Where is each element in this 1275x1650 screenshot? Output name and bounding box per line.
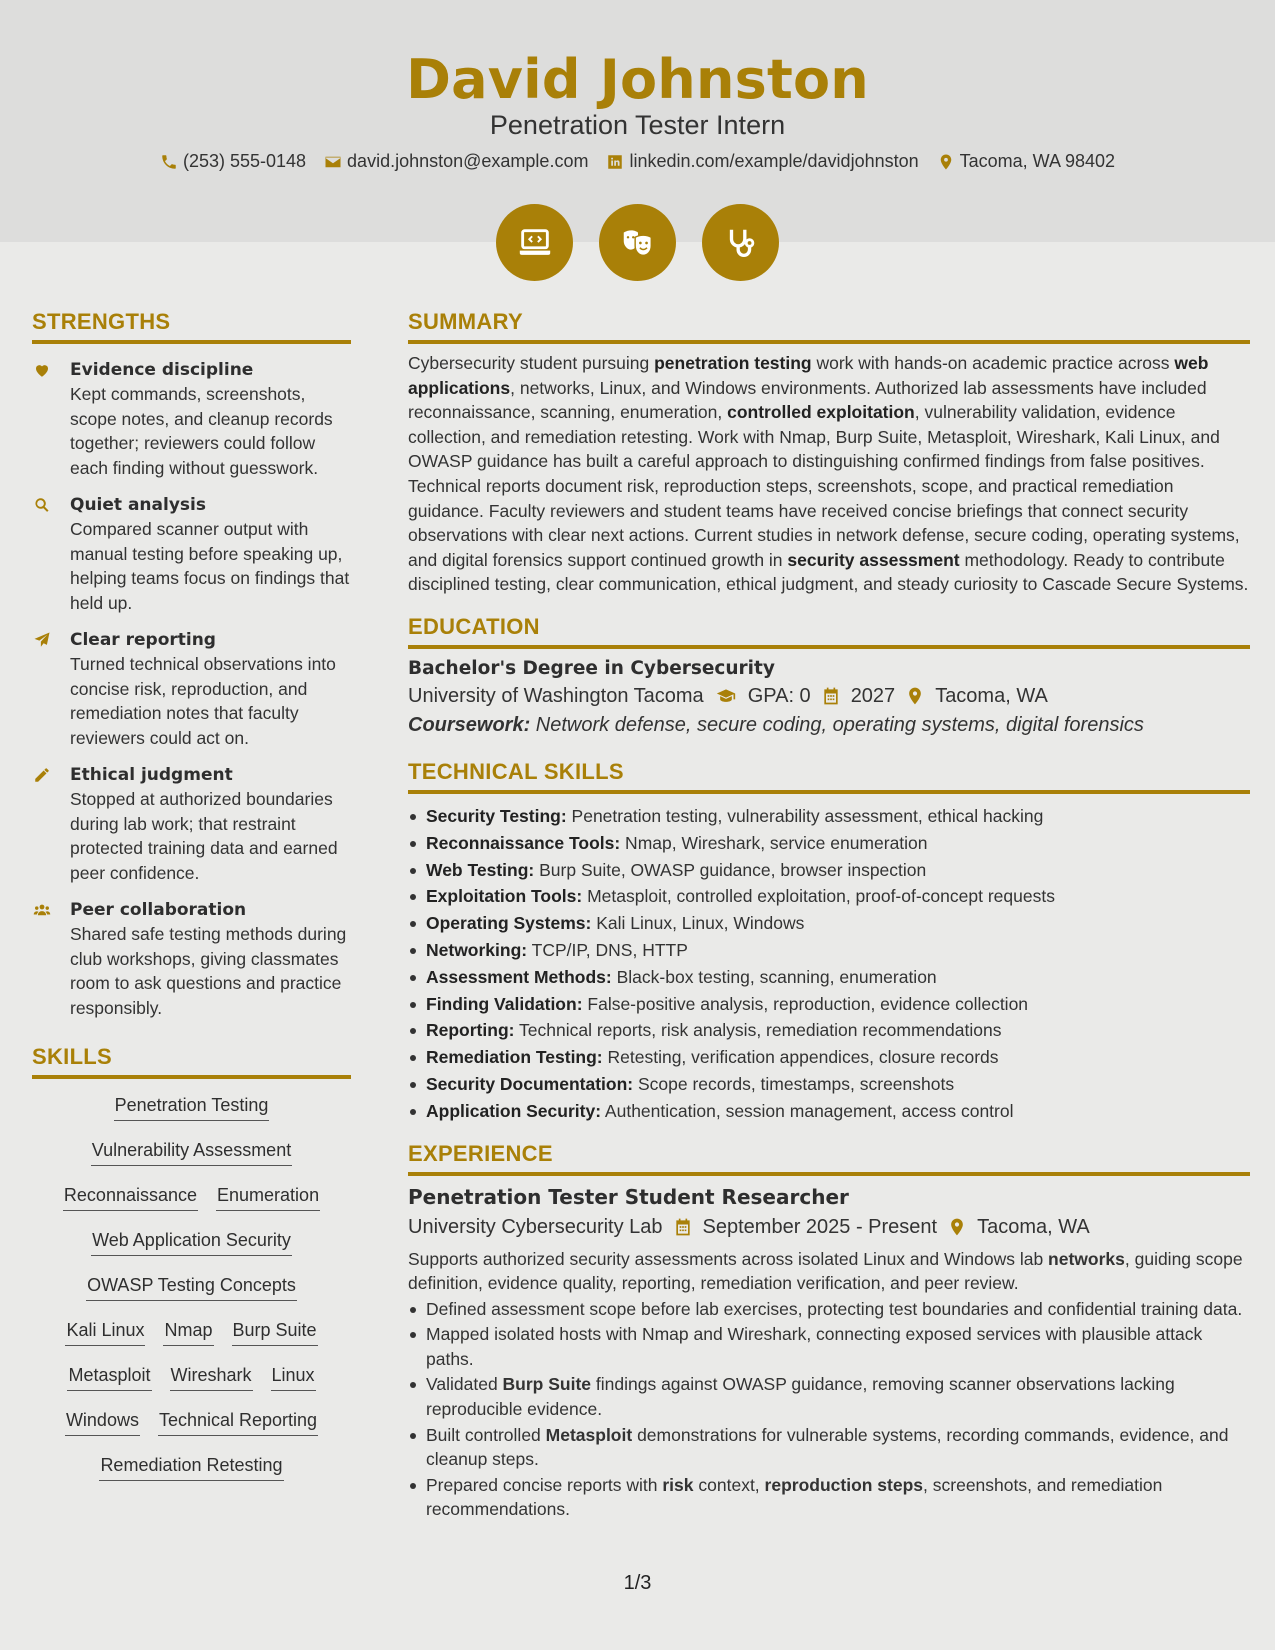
strength-description: Kept commands, screenshots, scope notes, and cleanup records together; reviewers could follow each finding without guesswork. <box>70 384 333 478</box>
skill-row <box>63 1183 320 1228</box>
contact-phone[interactable] <box>160 151 306 172</box>
summary-text <box>408 351 1250 597</box>
skill-row <box>91 1228 292 1273</box>
email-text: david.johnston@example.com <box>347 151 589 171</box>
strength-item <box>32 763 351 885</box>
search-icon <box>32 493 56 615</box>
text-run: , screenshots, and remediation recommendations. <box>426 1474 1163 1520</box>
skill-tag: Web Application Security <box>91 1228 292 1256</box>
job-bullet <box>408 1423 1250 1472</box>
strength-body <box>70 628 351 750</box>
strength-description: Stopped at authorized boundaries during lab work; that restraint protected training data and earned peer confidence. <box>70 789 338 883</box>
technical-skill-item <box>408 1098 1250 1125</box>
skill-tag: Enumeration <box>216 1183 320 1211</box>
contact-email[interactable] <box>324 151 588 172</box>
laptop-code-icon <box>496 204 573 281</box>
job-bullet <box>408 1372 1250 1421</box>
job-bullet <box>408 1473 1250 1522</box>
technical-skill-item <box>408 830 1250 857</box>
text-run: findings against OWASP guidance, removing scanner observations lacking reproducible evidence. <box>426 1374 1175 1420</box>
skill-tag: Penetration Testing <box>114 1093 270 1121</box>
location-text: Tacoma, WA 98402 <box>959 151 1116 171</box>
skill-tag: Technical Reporting <box>158 1408 318 1436</box>
technical-skill-item <box>408 964 1250 991</box>
bold-term: networks <box>1048 1248 1125 1269</box>
heart-icon <box>32 358 56 480</box>
strength-item <box>32 358 351 480</box>
skill-category: Operating Systems: <box>426 913 592 934</box>
skill-row <box>86 1273 297 1318</box>
job-bullet <box>408 1297 1250 1322</box>
skill-tag: Wireshark <box>170 1363 253 1391</box>
skill-tag: Windows <box>65 1408 140 1436</box>
map-pin-icon <box>937 153 955 171</box>
skill-category: Security Documentation: <box>426 1073 634 1094</box>
summary-heading: SUMMARY <box>408 309 1250 344</box>
linkedin-text: linkedin.com/example/davidjohnston <box>629 151 919 171</box>
text-run: Prepared concise reports with <box>426 1474 663 1495</box>
school-location: Tacoma, WA <box>935 684 1048 707</box>
skill-category: Reporting: <box>426 1020 515 1041</box>
linkedin-icon <box>606 153 624 171</box>
text-run: Validated <box>426 1374 503 1395</box>
strength-name: Ethical judgment <box>70 765 233 785</box>
skills-heading: SKILLS <box>32 1044 351 1079</box>
text-run: , vulnerability validation, evidence collection, and remediation retesting. Work with Nmap, Burp Suite, Metasploit, Wireshark, Kali Linux, and OWASP guidance has built a careful approach to distinguishing confirmed findings from false positives. Technical reports document risk, reproduction steps, screenshots, scope, and practical remediation guidance. Faculty reviewers and student teams have received concise briefings that connect security observations with clear next actions. Current studies in network defense, secure coding, operating systems, and digital forensics support continued growth in <box>408 402 1240 570</box>
skill-tag: Vulnerability Assessment <box>91 1138 292 1166</box>
graduation-cap-icon <box>714 686 738 706</box>
job-dates: September 2025 - Present <box>702 1215 938 1238</box>
skill-values: Authentication, session management, access control <box>601 1100 1014 1121</box>
skill-values: Technical reports, risk analysis, remediation recommendations <box>514 1020 1002 1041</box>
phone-icon <box>160 153 178 171</box>
strength-name: Clear reporting <box>70 630 216 650</box>
badge-row <box>0 204 1275 281</box>
education-heading: EDUCATION <box>408 614 1250 649</box>
technical-skill-item <box>408 937 1250 964</box>
map-pin-icon <box>947 1217 967 1237</box>
pencil-icon <box>32 763 56 885</box>
strength-description: Compared scanner output with manual testing before speaking up, helping teams focus on findings that held up. <box>70 519 350 613</box>
skill-tag: Reconnaissance <box>63 1183 198 1211</box>
job-bullets <box>408 1297 1250 1522</box>
skill-values: Kali Linux, Linux, Windows <box>591 913 805 934</box>
skill-values: Metasploit, controlled exploitation, proof-of-concept requests <box>582 886 1055 907</box>
text-run: demonstrations for vulnerable systems, recording commands, evidence, and cleanup steps. <box>426 1424 1229 1470</box>
technical-skills-list <box>408 803 1250 1125</box>
skill-row <box>91 1138 292 1183</box>
coursework-text: Network defense, secure coding, operating systems, digital forensics <box>530 713 1144 736</box>
skill-tag: Remediation Retesting <box>99 1453 283 1481</box>
bold-term: risk <box>662 1474 694 1495</box>
text-run: Cybersecurity student pursuing <box>408 353 655 373</box>
skill-row <box>65 1318 317 1363</box>
technical-skills-heading: TECHNICAL SKILLS <box>408 759 1250 794</box>
technical-skill-item <box>408 1044 1250 1071</box>
candidate-name: David Johnston <box>406 48 869 111</box>
users-icon <box>32 898 56 1020</box>
skill-tag: Kali Linux <box>65 1318 145 1346</box>
skill-row <box>67 1363 315 1408</box>
right-column <box>408 309 1250 1522</box>
skill-category: Networking: <box>426 939 528 960</box>
skill-tag: Burp Suite <box>232 1318 318 1346</box>
skill-category: Remediation Testing: <box>426 1047 603 1068</box>
envelope-icon <box>324 153 342 171</box>
strength-item <box>32 898 351 1020</box>
bold-term: penetration testing <box>654 353 812 373</box>
candidate-title: Penetration Tester Intern <box>489 110 786 140</box>
skill-tag: OWASP Testing Concepts <box>86 1273 297 1301</box>
skill-values: Nmap, Wireshark, service enumeration <box>620 832 928 853</box>
contact-linkedin[interactable] <box>606 151 918 172</box>
strength-item <box>32 493 351 615</box>
bold-term: security assessment <box>787 549 960 570</box>
skill-values: Burp Suite, OWASP guidance, browser inspection <box>534 859 927 880</box>
skill-tag: Linux <box>271 1363 316 1391</box>
skill-values: Penetration testing, vulnerability assessment, ethical hacking <box>566 805 1044 826</box>
map-pin-icon <box>905 686 925 706</box>
text-run: Built controlled <box>426 1424 546 1445</box>
calendar-icon <box>673 1217 693 1237</box>
text-run: Defined assessment scope before lab exercises, protecting test boundaries and confidential training data. <box>426 1298 1243 1319</box>
skill-values: False-positive analysis, reproduction, evidence collection <box>582 993 1029 1014</box>
skill-values: Retesting, verification appendices, closure records <box>602 1047 999 1068</box>
skill-row <box>65 1408 318 1453</box>
skill-category: Reconnaissance Tools: <box>426 832 621 853</box>
skill-tag: Metasploit <box>67 1363 151 1391</box>
skill-tag: Nmap <box>163 1318 213 1346</box>
technical-skill-item <box>408 883 1250 910</box>
strength-body <box>70 763 351 885</box>
text-run: Supports authorized security assessments across isolated Linux and Windows lab <box>408 1248 1049 1269</box>
job-description <box>408 1247 1250 1296</box>
skill-row <box>114 1093 270 1138</box>
strength-body <box>70 898 351 1020</box>
text-run: context, <box>693 1474 765 1495</box>
text-run: Mapped isolated hosts with Nmap and Wireshark, connecting exposed services with plausible attack paths. <box>426 1324 1203 1369</box>
strength-body <box>70 358 351 480</box>
technical-skill-item <box>408 991 1250 1018</box>
skill-category: Application Security: <box>426 1100 602 1121</box>
theater-masks-icon <box>599 204 676 281</box>
text-run: , networks, Linux, and Windows environments. Authorized lab assessments have included reconnaissance, scanning, enumeration, <box>408 377 1207 423</box>
skill-row <box>99 1453 283 1498</box>
contact-location <box>937 151 1115 172</box>
text-run: work with hands-on academic practice across <box>811 353 1175 373</box>
skill-category: Assessment Methods: <box>426 966 612 987</box>
contact-bar <box>0 151 1275 172</box>
degree-title: Bachelor's Degree in Cybersecurity <box>408 657 775 679</box>
stethoscope-icon <box>702 204 779 281</box>
coursework-label: Coursework: <box>408 713 531 736</box>
calendar-icon <box>821 686 841 706</box>
coursework <box>408 714 1250 737</box>
strength-name: Evidence discipline <box>70 360 254 380</box>
phone-text: (253) 555-0148 <box>182 151 307 171</box>
gpa-text: GPA: 0 <box>747 684 811 707</box>
technical-skill-item <box>408 910 1250 937</box>
strength-item <box>32 628 351 750</box>
bold-term: controlled exploitation <box>727 402 915 423</box>
strength-name: Peer collaboration <box>70 900 247 920</box>
school-name: University of Washington Tacoma <box>408 684 704 707</box>
strengths-heading: STRENGTHS <box>32 309 351 344</box>
strength-body <box>70 493 351 615</box>
strengths-list <box>32 358 351 1020</box>
skill-values: Scope records, timestamps, screenshots <box>633 1073 955 1094</box>
page-number: 1/3 <box>623 1572 652 1594</box>
job-title: Penetration Tester Student Researcher <box>408 1184 849 1209</box>
text-run: , guiding scope definition, evidence quality, reporting, remediation verification, and peer review. <box>408 1248 1243 1294</box>
technical-skill-item <box>408 1017 1250 1044</box>
bold-term: reproduction steps <box>764 1474 924 1495</box>
left-column <box>32 309 351 1498</box>
job-bullet <box>408 1322 1250 1371</box>
paper-plane-icon <box>32 628 56 750</box>
skill-category: Finding Validation: <box>426 993 583 1014</box>
skill-values: Black-box testing, scanning, enumeration <box>611 966 937 987</box>
education-details <box>408 685 1250 708</box>
skills-list <box>32 1093 351 1498</box>
bold-term: Metasploit <box>545 1424 633 1445</box>
bold-term: Burp Suite <box>502 1374 592 1395</box>
strength-description: Shared safe testing methods during club workshops, giving classmates room to ask questions and practice responsibly. <box>70 924 347 1018</box>
technical-skill-item <box>408 803 1250 830</box>
job-location: Tacoma, WA <box>977 1215 1090 1238</box>
bold-term: web applications <box>408 353 1209 398</box>
strength-description: Turned technical observations into concise risk, reproduction, and remediation notes that faculty reviewers could act on. <box>70 654 336 748</box>
text-run: methodology. Ready to contribute disciplined testing, clear communication, ethical judgment, and steady curiosity to Cascade Secure Systems. <box>408 549 1249 595</box>
skill-category: Security Testing: <box>426 805 567 826</box>
job-org: University Cybersecurity Lab <box>408 1215 663 1238</box>
technical-skill-item <box>408 1071 1250 1098</box>
skill-category: Web Testing: <box>426 859 535 880</box>
job-details <box>408 1216 1250 1239</box>
strength-name: Quiet analysis <box>70 495 206 515</box>
graduation-year: 2027 <box>850 684 896 707</box>
experience-heading: EXPERIENCE <box>408 1141 1250 1176</box>
skill-category: Exploitation Tools: <box>426 886 583 907</box>
skill-values: TCP/IP, DNS, HTTP <box>527 939 688 960</box>
technical-skill-item <box>408 857 1250 884</box>
